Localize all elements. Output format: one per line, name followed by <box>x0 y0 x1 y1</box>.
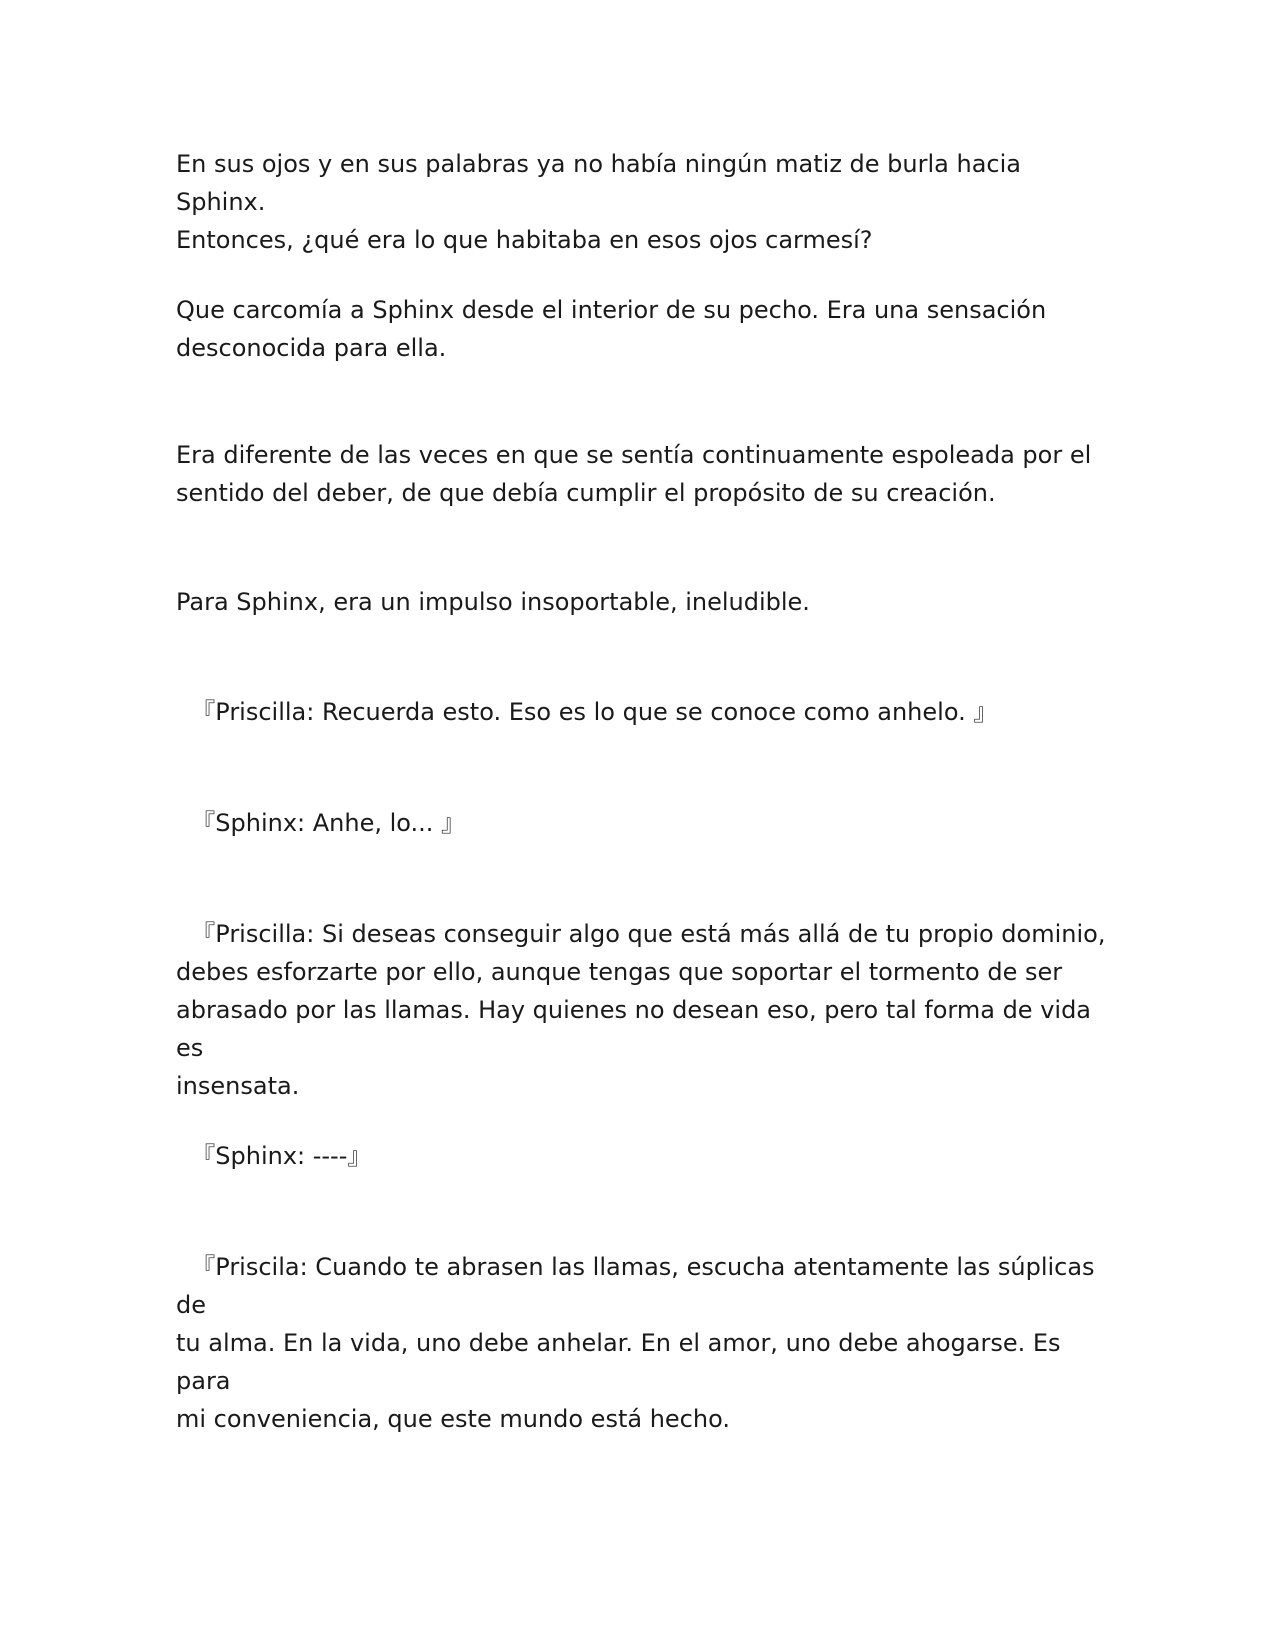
dialogue-sphinx-1: 『Sphinx: Anhe, lo... 』 <box>176 809 466 837</box>
paragraph-1: En sus ojos y en sus palabras ya no había ningún matiz de burla hacia Sphinx. Entonces, ¿qué era lo que habitaba en esos ojos carmesí? <box>176 150 1021 254</box>
paragraph-4: Para Sphinx, era un impulso insoportable, ineludible. <box>176 588 810 616</box>
paragraph-3: Era diferente de las veces en que se sentía continuamente espoleada por el sentido del deber, de que debía cumplir el propósito de su creación. <box>176 441 1092 507</box>
dialogue-priscila-3: 『Priscila: Cuando te abrasen las llamas, escucha atentamente las súplicas de tu alma. En la vida, uno debe anhelar. En el amor, uno debe ahogarse. Es para mi conveniencia, que este mundo está hecho. <box>176 1253 1095 1433</box>
paragraph-2: Que carcomía a Sphinx desde el interior de su pecho. Era una sensación desconocida para ella. <box>176 296 1047 362</box>
dialogue-sphinx-2: 『Sphinx: ----』 <box>176 1142 372 1170</box>
dialogue-priscilla-2: 『Priscilla: Si deseas conseguir algo que está más allá de tu propio dominio, debes esforzarte por ello, aunque tengas que soportar el tormento de ser abrasado por las llamas. Hay quienes no desean eso, pero tal forma de vida es insensata. <box>176 920 1106 1100</box>
dialogue-priscilla-1: 『Priscilla: Recuerda esto. Eso es lo que se conoce como anhelo. 』 <box>176 698 998 726</box>
